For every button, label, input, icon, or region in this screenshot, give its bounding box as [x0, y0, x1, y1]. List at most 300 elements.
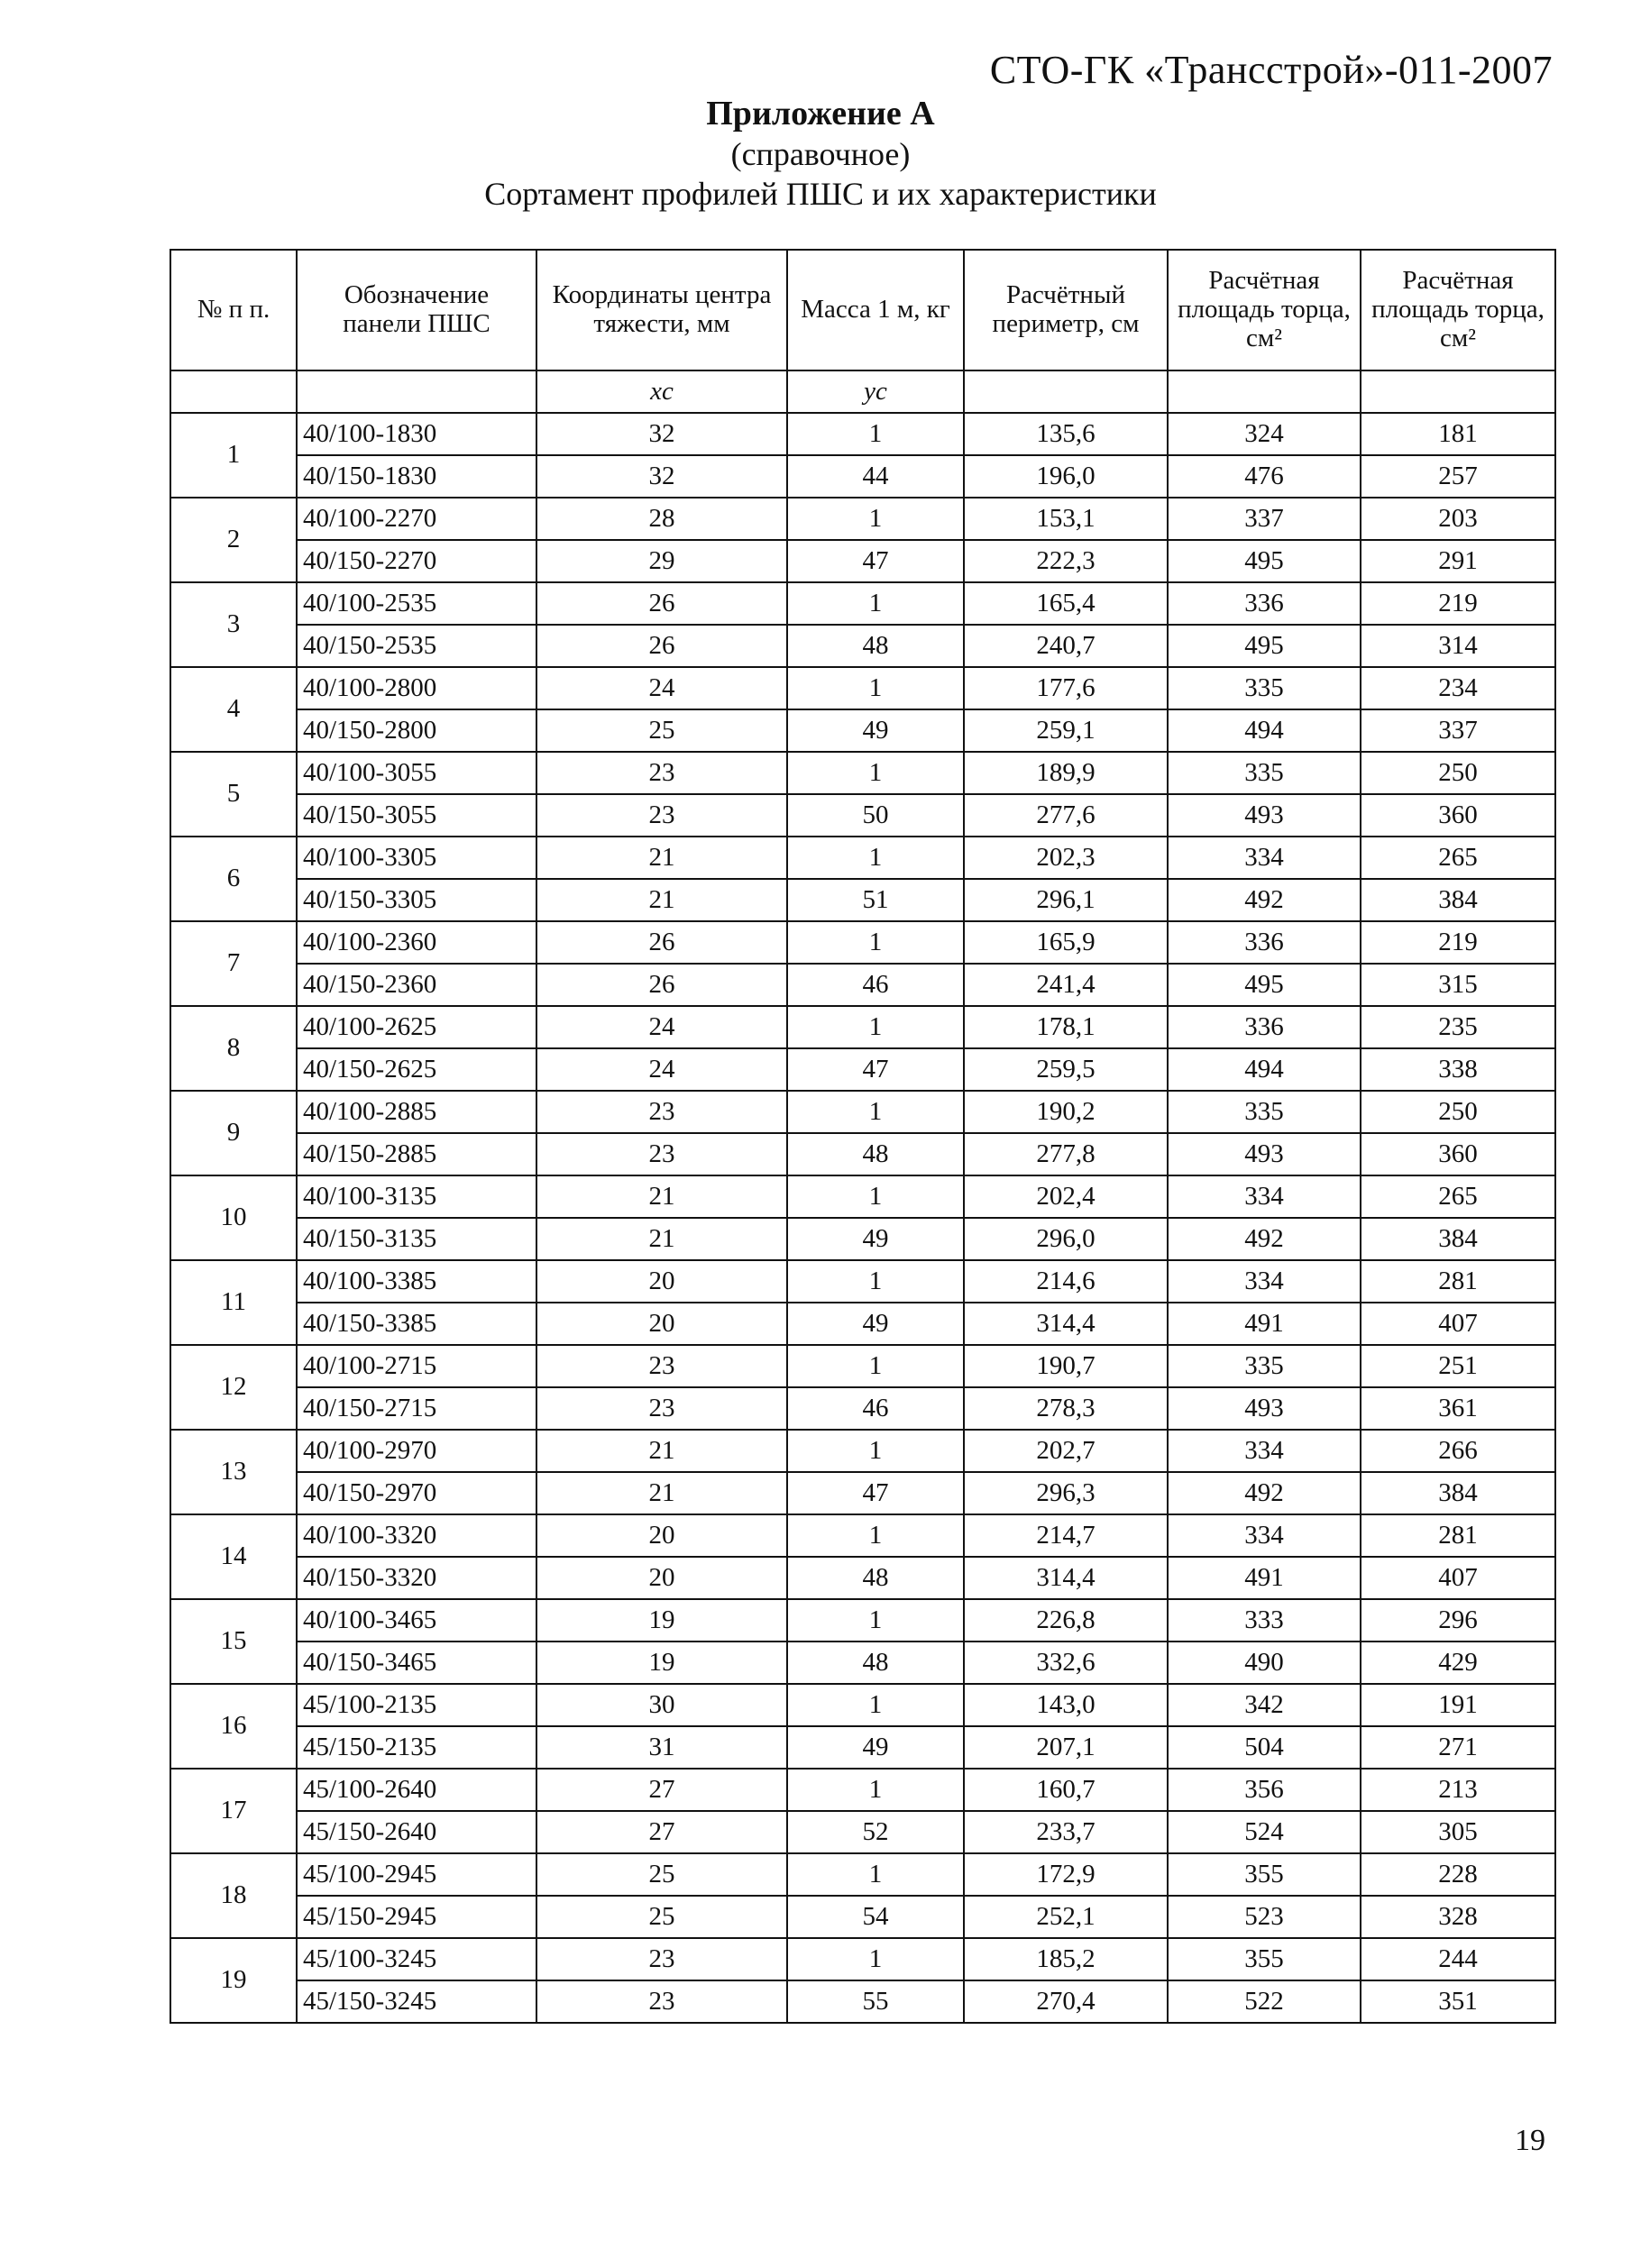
row-number: 18 [170, 1853, 297, 1938]
end-area-1-cell: 522 [1168, 1980, 1361, 2023]
center-yc-cell: 1 [787, 921, 964, 964]
center-xc-cell: 23 [536, 1980, 787, 2023]
end-area-2-cell: 265 [1361, 1175, 1555, 1218]
col-header-end-area-2: Расчётная площадь торца, см² [1361, 250, 1555, 370]
end-area-1-cell: 355 [1168, 1938, 1361, 1980]
center-yc-cell: 1 [787, 837, 964, 879]
end-area-2-cell: 384 [1361, 879, 1555, 921]
table-subheader-row [170, 370, 1555, 413]
center-xc-cell: 27 [536, 1769, 787, 1811]
row-number: 6 [170, 837, 297, 921]
center-yc-cell: 50 [787, 794, 964, 837]
center-yc-cell: 1 [787, 1938, 964, 1980]
perimeter-cell: 189,9 [964, 752, 1168, 794]
perimeter-cell: 190,2 [964, 1091, 1168, 1133]
perimeter-cell: 214,7 [964, 1514, 1168, 1557]
end-area-2-cell: 337 [1361, 709, 1555, 752]
end-area-1-cell: 334 [1168, 1514, 1361, 1557]
center-xc-cell: 25 [536, 1896, 787, 1938]
center-xc-cell: 20 [536, 1260, 787, 1303]
center-xc-cell: 32 [536, 455, 787, 498]
end-area-2-cell: 360 [1361, 794, 1555, 837]
end-area-2-cell: 281 [1361, 1514, 1555, 1557]
perimeter-cell: 165,4 [964, 582, 1168, 625]
perimeter-cell: 165,9 [964, 921, 1168, 964]
table-row [170, 1642, 1555, 1684]
center-yc-cell: 1 [787, 1345, 964, 1387]
panel-designation-cell: 40/150-2715 [297, 1387, 536, 1430]
center-yc-cell: 1 [787, 1260, 964, 1303]
perimeter-cell: 177,6 [964, 667, 1168, 709]
end-area-2-cell: 384 [1361, 1218, 1555, 1260]
center-xc-cell: 23 [536, 1345, 787, 1387]
center-yc-cell: 1 [787, 1769, 964, 1811]
col-header-mass: Масса 1 м, кг [787, 250, 964, 370]
panel-designation-cell: 45/150-2135 [297, 1726, 536, 1769]
table-header-row [170, 250, 1555, 370]
center-yc-cell: 1 [787, 1091, 964, 1133]
perimeter-cell: 214,6 [964, 1260, 1168, 1303]
end-area-1-cell: 334 [1168, 1175, 1361, 1218]
perimeter-cell: 172,9 [964, 1853, 1168, 1896]
panel-designation-cell: 40/150-3135 [297, 1218, 536, 1260]
table-row [170, 1811, 1555, 1853]
center-xc-cell: 21 [536, 879, 787, 921]
end-area-2-cell: 271 [1361, 1726, 1555, 1769]
panel-designation-cell: 40/150-2885 [297, 1133, 536, 1175]
perimeter-cell: 153,1 [964, 498, 1168, 540]
center-xc-cell: 21 [536, 1218, 787, 1260]
center-xc-cell: 23 [536, 1091, 787, 1133]
row-number: 14 [170, 1514, 297, 1599]
center-xc-cell: 25 [536, 1853, 787, 1896]
end-area-2-cell: 203 [1361, 498, 1555, 540]
center-xc-cell: 27 [536, 1811, 787, 1853]
table-row [170, 1048, 1555, 1091]
panel-designation-cell: 40/100-2715 [297, 1345, 536, 1387]
perimeter-cell: 314,4 [964, 1303, 1168, 1345]
end-area-1-cell: 495 [1168, 540, 1361, 582]
perimeter-cell: 296,3 [964, 1472, 1168, 1514]
end-area-1-cell: 491 [1168, 1557, 1361, 1599]
end-area-1-cell: 494 [1168, 1048, 1361, 1091]
table-row [170, 837, 1555, 879]
end-area-1-cell: 336 [1168, 921, 1361, 964]
table-row [170, 1133, 1555, 1175]
center-xc-cell: 23 [536, 1387, 787, 1430]
perimeter-cell: 259,5 [964, 1048, 1168, 1091]
end-area-1-cell: 335 [1168, 752, 1361, 794]
center-xc-cell: 26 [536, 582, 787, 625]
end-area-1-cell: 336 [1168, 1006, 1361, 1048]
col-header-end-area-1: Расчётная площадь торца, см² [1168, 250, 1361, 370]
panel-designation-cell: 40/100-3465 [297, 1599, 536, 1642]
end-area-2-cell: 407 [1361, 1303, 1555, 1345]
panel-designation-cell: 40/150-2360 [297, 964, 536, 1006]
row-number: 17 [170, 1769, 297, 1853]
end-area-1-cell: 356 [1168, 1769, 1361, 1811]
table-title: Сортамент профилей ПШС и их характеристики [484, 176, 1157, 212]
center-xc-cell: 21 [536, 1472, 787, 1514]
end-area-2-cell: 338 [1361, 1048, 1555, 1091]
perimeter-cell: 259,1 [964, 709, 1168, 752]
perimeter-cell: 252,1 [964, 1896, 1168, 1938]
panel-designation-cell: 40/150-3055 [297, 794, 536, 837]
center-yc-cell: 47 [787, 1472, 964, 1514]
center-xc-cell: 23 [536, 1938, 787, 1980]
end-area-1-cell: 335 [1168, 667, 1361, 709]
panel-designation-cell: 40/150-1830 [297, 455, 536, 498]
center-yc-cell: 1 [787, 582, 964, 625]
center-yc-cell: 1 [787, 1599, 964, 1642]
table-row [170, 1175, 1555, 1218]
table-row [170, 498, 1555, 540]
table-row [170, 1684, 1555, 1726]
end-area-2-cell: 251 [1361, 1345, 1555, 1387]
end-area-1-cell: 334 [1168, 1260, 1361, 1303]
row-number: 13 [170, 1430, 297, 1514]
panel-designation-cell: 40/100-3055 [297, 752, 536, 794]
table-row [170, 1345, 1555, 1387]
center-yc-cell: 51 [787, 879, 964, 921]
center-xc-cell: 19 [536, 1599, 787, 1642]
panel-designation-cell: 40/100-2270 [297, 498, 536, 540]
end-area-1-cell: 492 [1168, 1218, 1361, 1260]
panel-designation-cell: 40/100-2800 [297, 667, 536, 709]
perimeter-cell: 240,7 [964, 625, 1168, 667]
end-area-1-cell: 494 [1168, 709, 1361, 752]
panel-designation-cell: 40/150-3385 [297, 1303, 536, 1345]
end-area-2-cell: 305 [1361, 1811, 1555, 1853]
end-area-2-cell: 219 [1361, 921, 1555, 964]
table-row [170, 1303, 1555, 1345]
center-yc-cell: 54 [787, 1896, 964, 1938]
end-area-2-cell: 244 [1361, 1938, 1555, 1980]
center-yc-cell: 1 [787, 498, 964, 540]
table-row [170, 752, 1555, 794]
page-number: 19 [1515, 2124, 1545, 2157]
table-row [170, 1387, 1555, 1430]
end-area-1-cell: 504 [1168, 1726, 1361, 1769]
end-area-1-cell: 337 [1168, 498, 1361, 540]
center-yc-cell: 49 [787, 1218, 964, 1260]
table-row [170, 1557, 1555, 1599]
table-body [170, 413, 1555, 2023]
perimeter-cell: 296,1 [964, 879, 1168, 921]
panel-designation-cell: 40/100-2970 [297, 1430, 536, 1472]
row-number: 11 [170, 1260, 297, 1345]
panel-designation-cell: 40/100-3320 [297, 1514, 536, 1557]
end-area-2-cell: 407 [1361, 1557, 1555, 1599]
row-number: 10 [170, 1175, 297, 1260]
row-number: 7 [170, 921, 297, 1006]
center-yc-cell: 48 [787, 625, 964, 667]
center-yc-cell: 49 [787, 709, 964, 752]
end-area-2-cell: 265 [1361, 837, 1555, 879]
center-yc-cell: 1 [787, 1006, 964, 1048]
end-area-1-cell: 334 [1168, 837, 1361, 879]
perimeter-cell: 277,6 [964, 794, 1168, 837]
panel-designation-cell: 40/100-3385 [297, 1260, 536, 1303]
center-yc-cell: 48 [787, 1642, 964, 1684]
subheader-xc: xc [536, 370, 787, 413]
panel-designation-cell: 40/150-2270 [297, 540, 536, 582]
table-row [170, 709, 1555, 752]
end-area-2-cell: 257 [1361, 455, 1555, 498]
end-area-2-cell: 328 [1361, 1896, 1555, 1938]
center-xc-cell: 23 [536, 752, 787, 794]
perimeter-cell: 296,0 [964, 1218, 1168, 1260]
table-row [170, 455, 1555, 498]
center-yc-cell: 47 [787, 1048, 964, 1091]
profiles-table [170, 249, 1556, 2024]
center-yc-cell: 46 [787, 1387, 964, 1430]
end-area-2-cell: 429 [1361, 1642, 1555, 1684]
end-area-1-cell: 324 [1168, 413, 1361, 455]
subheader-yc: yc [787, 370, 964, 413]
perimeter-cell: 202,3 [964, 837, 1168, 879]
center-yc-cell: 1 [787, 1175, 964, 1218]
center-yc-cell: 55 [787, 1980, 964, 2023]
end-area-2-cell: 314 [1361, 625, 1555, 667]
table-row [170, 1091, 1555, 1133]
end-area-1-cell: 493 [1168, 1133, 1361, 1175]
panel-designation-cell: 40/150-3465 [297, 1642, 536, 1684]
row-number: 16 [170, 1684, 297, 1769]
panel-designation-cell: 40/100-1830 [297, 413, 536, 455]
center-xc-cell: 20 [536, 1557, 787, 1599]
end-area-2-cell: 228 [1361, 1853, 1555, 1896]
center-yc-cell: 1 [787, 413, 964, 455]
end-area-1-cell: 336 [1168, 582, 1361, 625]
table-row [170, 1218, 1555, 1260]
center-yc-cell: 1 [787, 1853, 964, 1896]
end-area-1-cell: 493 [1168, 794, 1361, 837]
table-row [170, 1980, 1555, 2023]
panel-designation-cell: 40/100-2535 [297, 582, 536, 625]
col-header-designation: Обозначение панели ПШС [297, 250, 536, 370]
appendix-type: (справочное) [730, 136, 911, 172]
table-row [170, 794, 1555, 837]
center-yc-cell: 1 [787, 752, 964, 794]
panel-designation-cell: 45/150-3245 [297, 1980, 536, 2023]
perimeter-cell: 270,4 [964, 1980, 1168, 2023]
row-number: 15 [170, 1599, 297, 1684]
end-area-2-cell: 250 [1361, 1091, 1555, 1133]
perimeter-cell: 160,7 [964, 1769, 1168, 1811]
panel-designation-cell: 45/100-2135 [297, 1684, 536, 1726]
center-xc-cell: 19 [536, 1642, 787, 1684]
center-yc-cell: 44 [787, 455, 964, 498]
table-row [170, 1006, 1555, 1048]
panel-designation-cell: 40/100-3305 [297, 837, 536, 879]
document-code: СТО-ГК «Трансстрой»-011-2007 [989, 48, 1553, 92]
row-number: 3 [170, 582, 297, 667]
end-area-1-cell: 333 [1168, 1599, 1361, 1642]
table-row [170, 1853, 1555, 1896]
table-row [170, 1938, 1555, 1980]
end-area-1-cell: 335 [1168, 1091, 1361, 1133]
end-area-2-cell: 219 [1361, 582, 1555, 625]
center-yc-cell: 47 [787, 540, 964, 582]
end-area-1-cell: 335 [1168, 1345, 1361, 1387]
perimeter-cell: 143,0 [964, 1684, 1168, 1726]
end-area-2-cell: 351 [1361, 1980, 1555, 2023]
end-area-1-cell: 342 [1168, 1684, 1361, 1726]
end-area-1-cell: 355 [1168, 1853, 1361, 1896]
row-number: 5 [170, 752, 297, 837]
center-xc-cell: 23 [536, 794, 787, 837]
center-xc-cell: 31 [536, 1726, 787, 1769]
center-xc-cell: 25 [536, 709, 787, 752]
panel-designation-cell: 40/150-2625 [297, 1048, 536, 1091]
end-area-2-cell: 281 [1361, 1260, 1555, 1303]
panel-designation-cell: 40/150-2535 [297, 625, 536, 667]
perimeter-cell: 178,1 [964, 1006, 1168, 1048]
panel-designation-cell: 45/100-2640 [297, 1769, 536, 1811]
center-xc-cell: 26 [536, 625, 787, 667]
perimeter-cell: 222,3 [964, 540, 1168, 582]
end-area-1-cell: 491 [1168, 1303, 1361, 1345]
end-area-2-cell: 191 [1361, 1684, 1555, 1726]
panel-designation-cell: 40/150-3305 [297, 879, 536, 921]
table-row [170, 540, 1555, 582]
end-area-2-cell: 235 [1361, 1006, 1555, 1048]
table-row [170, 625, 1555, 667]
panel-designation-cell: 45/100-3245 [297, 1938, 536, 1980]
center-xc-cell: 20 [536, 1514, 787, 1557]
perimeter-cell: 233,7 [964, 1811, 1168, 1853]
center-xc-cell: 24 [536, 667, 787, 709]
center-xc-cell: 21 [536, 1175, 787, 1218]
end-area-1-cell: 334 [1168, 1430, 1361, 1472]
end-area-1-cell: 492 [1168, 879, 1361, 921]
center-yc-cell: 46 [787, 964, 964, 1006]
row-number: 12 [170, 1345, 297, 1430]
center-xc-cell: 28 [536, 498, 787, 540]
end-area-1-cell: 495 [1168, 964, 1361, 1006]
panel-designation-cell: 40/150-2800 [297, 709, 536, 752]
col-header-number: № п п. [170, 250, 297, 370]
row-number: 2 [170, 498, 297, 582]
perimeter-cell: 135,6 [964, 413, 1168, 455]
row-number: 1 [170, 413, 297, 498]
panel-designation-cell: 45/150-2640 [297, 1811, 536, 1853]
table-row [170, 1599, 1555, 1642]
end-area-1-cell: 523 [1168, 1896, 1361, 1938]
end-area-1-cell: 524 [1168, 1811, 1361, 1853]
center-xc-cell: 23 [536, 1133, 787, 1175]
appendix-heading: Приложение А [706, 95, 935, 133]
end-area-1-cell: 492 [1168, 1472, 1361, 1514]
table-row [170, 667, 1555, 709]
perimeter-cell: 202,7 [964, 1430, 1168, 1472]
end-area-1-cell: 476 [1168, 455, 1361, 498]
center-yc-cell: 52 [787, 1811, 964, 1853]
row-number: 4 [170, 667, 297, 752]
end-area-2-cell: 266 [1361, 1430, 1555, 1472]
table-row [170, 582, 1555, 625]
end-area-2-cell: 296 [1361, 1599, 1555, 1642]
row-number: 8 [170, 1006, 297, 1091]
col-header-center-of-gravity: Координаты центра тяжести, мм [536, 250, 787, 370]
end-area-2-cell: 315 [1361, 964, 1555, 1006]
end-area-2-cell: 234 [1361, 667, 1555, 709]
table-row [170, 1260, 1555, 1303]
panel-designation-cell: 40/100-3135 [297, 1175, 536, 1218]
end-area-1-cell: 493 [1168, 1387, 1361, 1430]
center-yc-cell: 48 [787, 1133, 964, 1175]
table-row [170, 1472, 1555, 1514]
center-xc-cell: 24 [536, 1048, 787, 1091]
table-row [170, 1769, 1555, 1811]
table-row [170, 1726, 1555, 1769]
center-xc-cell: 20 [536, 1303, 787, 1345]
perimeter-cell: 196,0 [964, 455, 1168, 498]
perimeter-cell: 202,4 [964, 1175, 1168, 1218]
center-yc-cell: 1 [787, 1430, 964, 1472]
perimeter-cell: 241,4 [964, 964, 1168, 1006]
center-xc-cell: 30 [536, 1684, 787, 1726]
end-area-2-cell: 250 [1361, 752, 1555, 794]
center-xc-cell: 24 [536, 1006, 787, 1048]
table-row [170, 921, 1555, 964]
center-xc-cell: 26 [536, 921, 787, 964]
table-row [170, 879, 1555, 921]
end-area-1-cell: 490 [1168, 1642, 1361, 1684]
table-row [170, 1430, 1555, 1472]
row-number: 9 [170, 1091, 297, 1175]
panel-designation-cell: 40/100-2360 [297, 921, 536, 964]
table-row [170, 1896, 1555, 1938]
end-area-2-cell: 181 [1361, 413, 1555, 455]
perimeter-cell: 190,7 [964, 1345, 1168, 1387]
center-xc-cell: 21 [536, 837, 787, 879]
perimeter-cell: 314,4 [964, 1557, 1168, 1599]
perimeter-cell: 207,1 [964, 1726, 1168, 1769]
center-yc-cell: 1 [787, 1514, 964, 1557]
panel-designation-cell: 45/150-2945 [297, 1896, 536, 1938]
center-xc-cell: 29 [536, 540, 787, 582]
end-area-2-cell: 360 [1361, 1133, 1555, 1175]
row-number: 19 [170, 1938, 297, 2023]
perimeter-cell: 278,3 [964, 1387, 1168, 1430]
center-yc-cell: 1 [787, 667, 964, 709]
end-area-2-cell: 361 [1361, 1387, 1555, 1430]
panel-designation-cell: 40/150-2970 [297, 1472, 536, 1514]
center-xc-cell: 21 [536, 1430, 787, 1472]
col-header-perimeter: Расчётный периметр, см [964, 250, 1168, 370]
center-yc-cell: 1 [787, 1684, 964, 1726]
center-xc-cell: 32 [536, 413, 787, 455]
perimeter-cell: 185,2 [964, 1938, 1168, 1980]
table-row [170, 1514, 1555, 1557]
end-area-1-cell: 495 [1168, 625, 1361, 667]
perimeter-cell: 277,8 [964, 1133, 1168, 1175]
perimeter-cell: 226,8 [964, 1599, 1168, 1642]
perimeter-cell: 332,6 [964, 1642, 1168, 1684]
center-yc-cell: 48 [787, 1557, 964, 1599]
center-yc-cell: 49 [787, 1726, 964, 1769]
panel-designation-cell: 40/150-3320 [297, 1557, 536, 1599]
panel-designation-cell: 40/100-2885 [297, 1091, 536, 1133]
center-xc-cell: 26 [536, 964, 787, 1006]
end-area-2-cell: 291 [1361, 540, 1555, 582]
table-row [170, 964, 1555, 1006]
center-yc-cell: 49 [787, 1303, 964, 1345]
end-area-2-cell: 384 [1361, 1472, 1555, 1514]
panel-designation-cell: 40/100-2625 [297, 1006, 536, 1048]
